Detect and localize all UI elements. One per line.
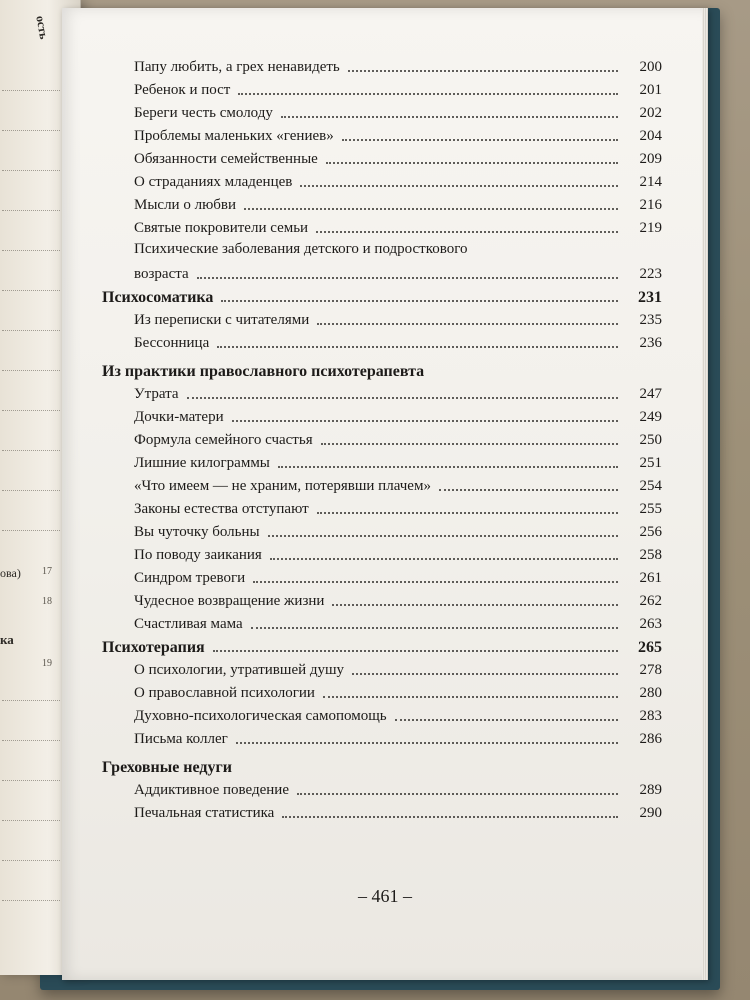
toc-entry <box>102 77 662 100</box>
page-number: – 461 – <box>358 886 412 906</box>
dot-leader <box>270 558 618 560</box>
toc-entry-page: 209 <box>639 151 662 167</box>
dot-leader <box>232 420 618 422</box>
toc-entry-title: Святые покровители семьи <box>134 220 309 236</box>
toc-entry <box>102 680 662 703</box>
toc-entry-title: Бессонница <box>134 335 210 351</box>
toc-entry-title: Формула семейного счастья <box>134 432 313 448</box>
toc-entry-title: Печальная статистика <box>134 805 275 821</box>
toc-entry <box>102 777 662 800</box>
dot-leader <box>323 696 618 698</box>
toc-entry-page: 214 <box>639 174 662 190</box>
dot-leader <box>395 719 618 721</box>
toc-entry <box>102 146 662 169</box>
toc-entry-page: 289 <box>639 782 662 798</box>
dot-leader <box>253 581 618 583</box>
toc-entry <box>102 565 662 588</box>
toc-entry-title: Проблемы маленьких «гениев» <box>134 128 334 144</box>
toc-entry <box>102 381 662 404</box>
toc-entry-page: 261 <box>639 570 662 586</box>
dot-leader <box>332 604 618 606</box>
dot-leader <box>316 231 618 233</box>
toc-entry-title: Счастливая мама <box>134 616 243 632</box>
left-page-fragment: ка <box>0 632 14 647</box>
toc-entry <box>102 169 662 192</box>
toc-entry <box>102 215 662 238</box>
toc-entry-page: 283 <box>639 708 662 724</box>
dot-leader <box>342 139 618 141</box>
dot-leader <box>213 650 618 652</box>
dot-leader <box>348 70 618 72</box>
toc-entry-title: Духовно-психологическая самопомощь <box>134 708 387 724</box>
toc-section-title: Из практики православного психотерапевта <box>102 363 425 380</box>
toc-entry-page: 262 <box>639 593 662 609</box>
dot-leader <box>439 489 618 491</box>
toc-entry <box>102 588 662 611</box>
toc-entry-page: 278 <box>639 662 662 678</box>
dot-leader <box>282 816 618 818</box>
toc-entry-page: 290 <box>639 805 662 821</box>
dot-leader <box>326 162 618 164</box>
toc-entry <box>102 123 662 146</box>
toc-section-title: Греховные недуги <box>102 759 232 776</box>
toc-entry-page: 201 <box>639 82 662 98</box>
toc-entry <box>102 542 662 565</box>
toc-entry <box>102 450 662 473</box>
toc-entry-page: 231 <box>638 289 662 306</box>
left-page-fragment: ость <box>33 14 52 41</box>
toc-entry-title: О страданиях младенцев <box>134 174 293 190</box>
dot-leader <box>300 185 618 187</box>
toc-entry <box>102 657 662 680</box>
dot-leader <box>251 627 618 629</box>
toc-section-heading <box>102 353 662 381</box>
toc-entry-title: Чудесное возвращение жизни <box>134 593 325 609</box>
dot-leader <box>281 116 618 118</box>
toc-entry-page: 247 <box>639 386 662 402</box>
toc-entry <box>102 473 662 496</box>
toc-entry-page: 265 <box>638 639 662 656</box>
toc-entry <box>102 519 662 542</box>
toc-entry-title: Синдром тревоги <box>134 570 246 586</box>
toc-entry-page: 200 <box>639 59 662 75</box>
toc-entry <box>102 238 662 284</box>
toc-entry-title: Дочки-матери <box>134 409 224 425</box>
toc-entry-page: 251 <box>639 455 662 471</box>
toc-entry-title: Из переписки с читателями <box>134 312 310 328</box>
toc-entry-title: Папу любить, а грех ненавидеть <box>134 59 340 75</box>
toc-entry <box>102 54 662 77</box>
dot-leader <box>217 346 618 348</box>
toc-section-title: Психотерапия <box>102 639 205 656</box>
dot-leader <box>278 466 618 468</box>
toc-entry-title: Ребенок и пост <box>134 82 231 98</box>
dot-leader <box>221 300 618 302</box>
toc-entry <box>102 100 662 123</box>
toc-entry-title: возраста <box>134 266 189 282</box>
dot-leader <box>244 208 618 210</box>
toc-entry-page: 254 <box>639 478 662 494</box>
toc-entry <box>102 307 662 330</box>
toc-entry-page: 236 <box>639 335 662 351</box>
toc-entry-title: Лишние килограммы <box>134 455 270 471</box>
toc-entry-page: 258 <box>639 547 662 563</box>
toc-entry-title: О православной психологии <box>134 685 315 701</box>
left-page-number: 19 <box>42 658 52 669</box>
toc-section-heading <box>102 284 662 307</box>
dot-leader <box>297 793 618 795</box>
left-page-number: 17 <box>42 566 52 577</box>
toc-entry-page: 263 <box>639 616 662 632</box>
toc-entry-page: 219 <box>639 220 662 236</box>
dot-leader <box>321 443 618 445</box>
toc-entry <box>102 427 662 450</box>
toc-entry-title: Обязанности семейственные <box>134 151 318 167</box>
toc-entry-title: По поводу заикания <box>134 547 262 563</box>
toc-entry-title: «Что имеем — не храним, потерявши плачем» <box>134 478 431 494</box>
toc-entry <box>102 330 662 353</box>
page-edge <box>702 8 708 980</box>
toc-entry-page: 255 <box>639 501 662 517</box>
toc-entry-page: 249 <box>639 409 662 425</box>
dot-leader <box>197 277 618 279</box>
dot-leader <box>317 512 618 514</box>
table-of-contents <box>102 54 662 823</box>
left-page-fragment: ова) <box>0 566 21 580</box>
toc-section-heading <box>102 749 662 777</box>
toc-entry-page: 280 <box>639 685 662 701</box>
dot-leader <box>317 323 618 325</box>
toc-entry-title: О психологии, утратившей душу <box>134 662 345 678</box>
toc-entry-page: 223 <box>639 266 662 282</box>
toc-entry-page: 216 <box>639 197 662 213</box>
toc-entry-title: Вы чуточку больны <box>134 524 260 540</box>
toc-entry-page: 202 <box>639 105 662 121</box>
toc-entry <box>102 404 662 427</box>
toc-entry-title: Письма коллег <box>134 731 228 747</box>
toc-section-title: Психосоматика <box>102 289 214 306</box>
toc-entry-title: Береги честь смолоду <box>134 105 273 121</box>
toc-section-heading <box>102 634 662 657</box>
dot-leader <box>236 742 618 744</box>
left-page-number: 18 <box>42 596 52 607</box>
toc-entry <box>102 496 662 519</box>
toc-entry-title: Аддиктивное поведение <box>134 782 289 798</box>
toc-entry <box>102 800 662 823</box>
toc-entry <box>102 611 662 634</box>
toc-entry-title: Законы естества отступают <box>134 501 309 517</box>
book-page <box>62 8 708 980</box>
toc-entry-page: 235 <box>639 312 662 328</box>
dot-leader <box>187 397 618 399</box>
dot-leader <box>352 673 618 675</box>
dot-leader <box>268 535 618 537</box>
toc-entry-page: 204 <box>639 128 662 144</box>
toc-entry-title: Мысли о любви <box>134 197 237 213</box>
toc-entry <box>102 192 662 215</box>
toc-entry-page: 256 <box>639 524 662 540</box>
toc-entry-title: Утрата <box>134 386 179 402</box>
toc-entry-page: 250 <box>639 432 662 448</box>
toc-entry-page: 286 <box>639 731 662 747</box>
toc-entry-title: Психические заболевания детского и подросткового <box>134 241 468 257</box>
toc-entry <box>102 703 662 726</box>
dot-leader <box>238 93 618 95</box>
toc-entry <box>102 726 662 749</box>
